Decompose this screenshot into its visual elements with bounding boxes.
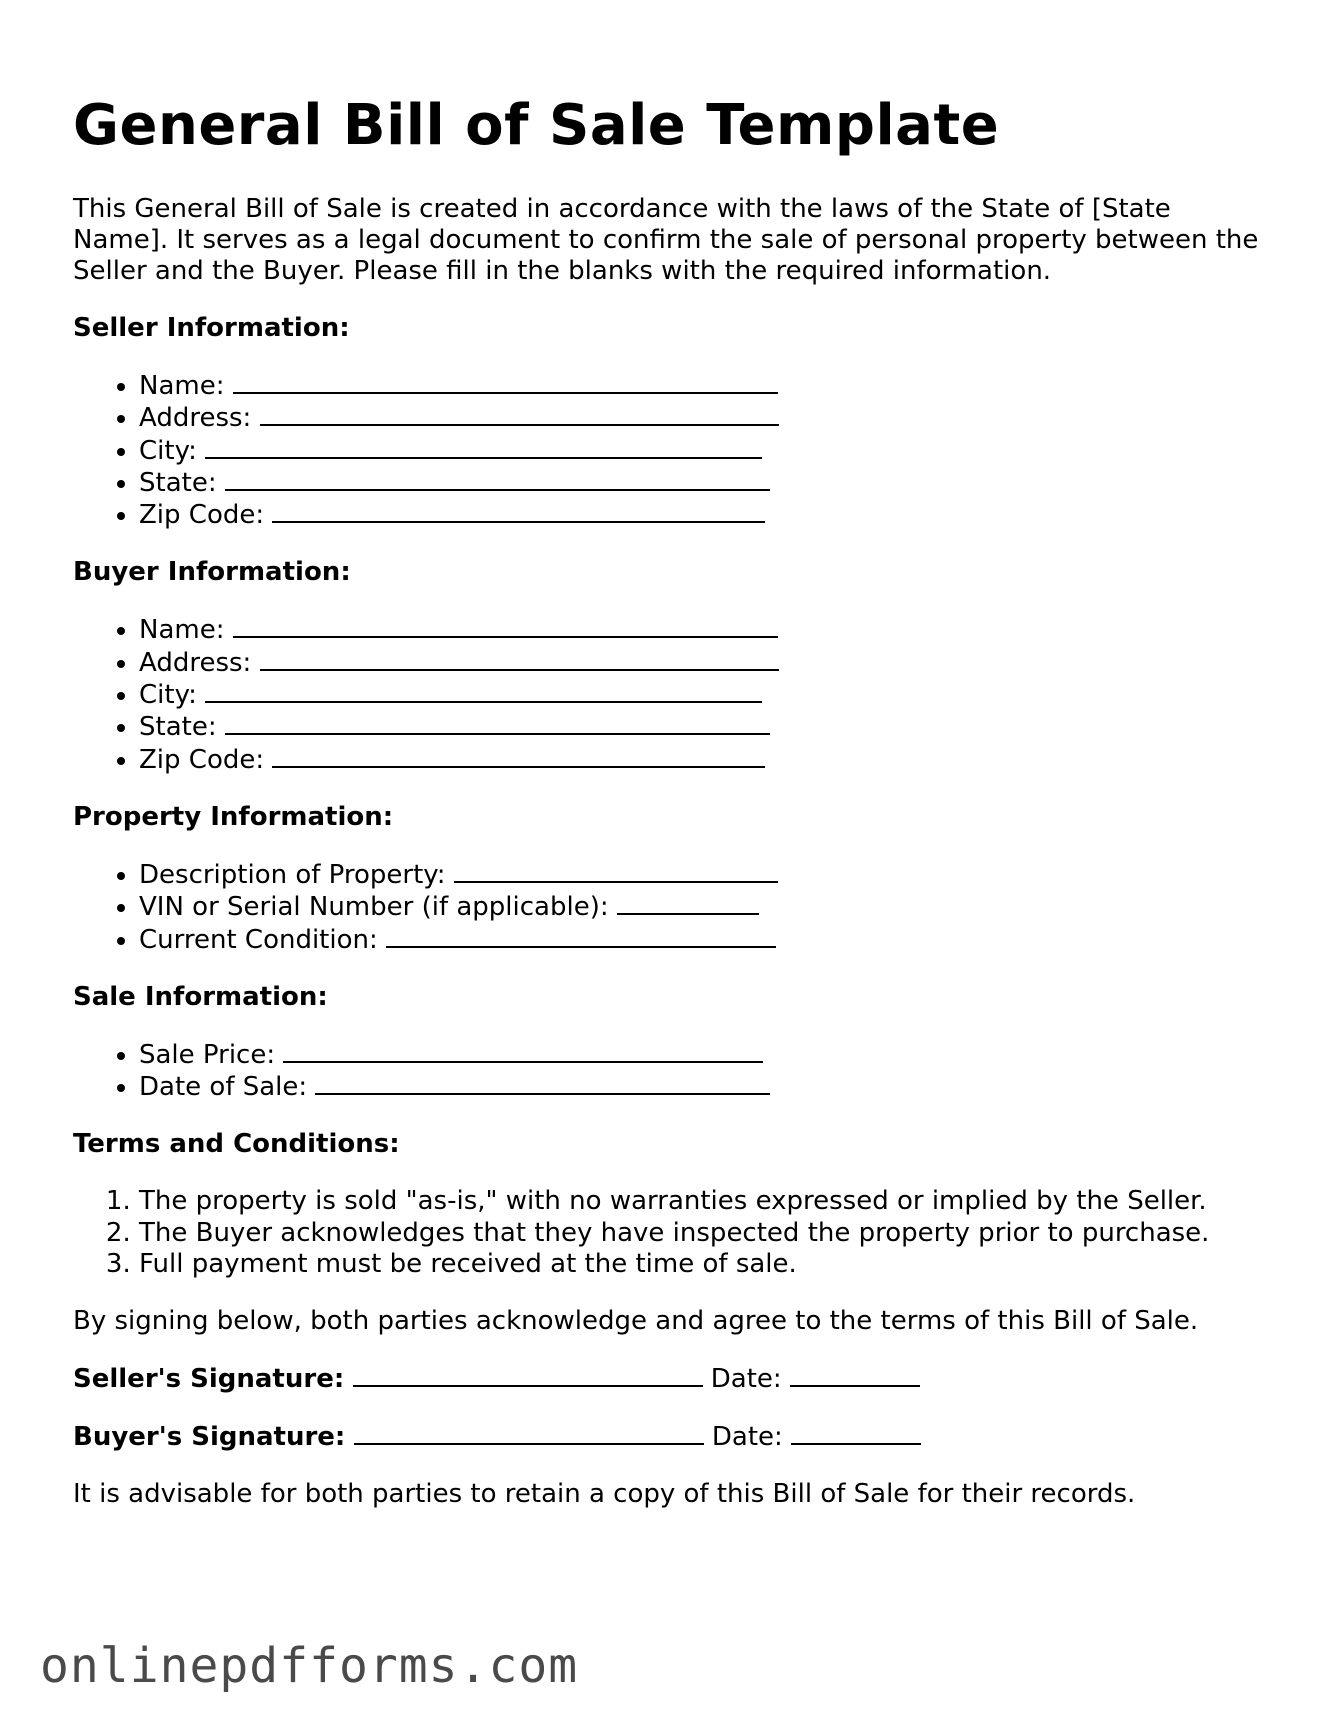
field-label: City: xyxy=(139,680,197,711)
document-page xyxy=(73,92,1273,1536)
property-vin-item xyxy=(139,891,1273,923)
seller-signature-blank[interactable] xyxy=(353,1363,703,1387)
seller-date-blank[interactable] xyxy=(790,1363,920,1387)
term-item: 3. Full payment must be received at the time of sale. xyxy=(139,1249,1273,1280)
buyer-city-item xyxy=(139,679,1273,711)
field-label: Zip Code: xyxy=(139,500,265,531)
field-label: State: xyxy=(139,467,217,498)
sale-date-item xyxy=(139,1071,1273,1103)
buyer-address-blank[interactable] xyxy=(260,647,779,671)
sale-price-item xyxy=(139,1039,1273,1071)
buyer-date-blank[interactable] xyxy=(791,1421,921,1445)
buyer-signature-blank[interactable] xyxy=(354,1421,704,1445)
closing-text: It is advisable for both parties to retain a copy of this Bill of Sale for their records. xyxy=(73,1479,1136,1510)
property-condition-item xyxy=(139,924,1273,956)
seller-heading: Seller Information: xyxy=(73,313,350,343)
buyer-name-blank[interactable] xyxy=(233,614,778,638)
property-description-blank[interactable] xyxy=(454,859,778,883)
seller-city-item xyxy=(139,435,1273,467)
seller-date-label: Date: xyxy=(710,1364,782,1395)
buyer-city-blank[interactable] xyxy=(205,679,762,703)
buyer-zip-item xyxy=(139,744,1273,776)
buyer-fields xyxy=(73,614,1273,775)
field-label: Address: xyxy=(139,647,252,678)
sale-heading: Sale Information: xyxy=(73,981,328,1012)
seller-signature-row xyxy=(73,1363,1273,1395)
property-heading: Property Information: xyxy=(73,801,394,832)
field-label: State: xyxy=(139,712,217,743)
seller-name-blank[interactable] xyxy=(233,370,778,394)
terms-heading: Terms and Conditions: xyxy=(73,1129,400,1160)
seller-signature-label: Seller's Signature: xyxy=(73,1364,345,1395)
seller-city-blank[interactable] xyxy=(205,435,762,459)
field-label: Address: xyxy=(139,403,252,434)
field-label: Name: xyxy=(139,615,225,646)
buyer-signature-label: Buyer's Signature: xyxy=(73,1422,346,1453)
field-label: Zip Code: xyxy=(139,744,265,775)
sale-price-blank[interactable] xyxy=(283,1039,763,1063)
buyer-name-item xyxy=(139,614,1273,646)
watermark: onlinepdfforms.com xyxy=(40,1638,579,1694)
property-vin-blank[interactable] xyxy=(617,891,759,915)
intro-paragraph: This General Bill of Sale is created in accordance with the laws of the State of [State Name]. It serves as a legal document to confirm the sale of personal property between the Seller and the Buyer. Please fill in the blanks with the required information. xyxy=(73,194,1259,286)
seller-name-item xyxy=(139,370,1273,402)
seller-address-item xyxy=(139,402,1273,434)
field-label: Date of Sale: xyxy=(139,1072,308,1103)
seller-zip-item xyxy=(139,499,1273,531)
buyer-state-item xyxy=(139,711,1273,743)
field-label: VIN or Serial Number (if applicable): xyxy=(139,892,609,923)
sale-date-blank[interactable] xyxy=(315,1071,770,1095)
property-condition-blank[interactable] xyxy=(386,924,776,948)
property-fields xyxy=(73,859,1273,956)
document-title: General Bill of Sale Template xyxy=(73,93,1000,158)
seller-zip-blank[interactable] xyxy=(272,499,765,523)
field-label: Current Condition: xyxy=(139,924,378,955)
buyer-date-label: Date: xyxy=(711,1422,783,1453)
buyer-zip-blank[interactable] xyxy=(272,744,765,768)
seller-state-blank[interactable] xyxy=(225,467,770,491)
property-description-item xyxy=(139,859,1273,891)
terms-list xyxy=(73,1186,1273,1280)
sale-fields xyxy=(73,1039,1273,1104)
seller-fields xyxy=(73,370,1273,531)
buyer-address-item xyxy=(139,647,1273,679)
term-item: 2. The Buyer acknowledges that they have inspected the property prior to purchase. xyxy=(139,1218,1273,1249)
buyer-state-blank[interactable] xyxy=(225,711,770,735)
field-label: City: xyxy=(139,435,197,466)
field-label: Name: xyxy=(139,371,225,401)
seller-state-item xyxy=(139,467,1273,499)
acknowledgement-text: By signing below, both parties acknowledge and agree to the terms of this Bill of Sale. xyxy=(73,1306,1199,1337)
seller-address-blank[interactable] xyxy=(260,402,779,426)
term-item: 1. The property is sold "as-is," with no warranties expressed or implied by the Seller. xyxy=(139,1186,1273,1217)
field-label: Sale Price: xyxy=(139,1039,276,1070)
buyer-heading: Buyer Information: xyxy=(73,557,351,588)
field-label: Description of Property: xyxy=(139,859,446,890)
buyer-signature-row xyxy=(73,1421,1273,1453)
